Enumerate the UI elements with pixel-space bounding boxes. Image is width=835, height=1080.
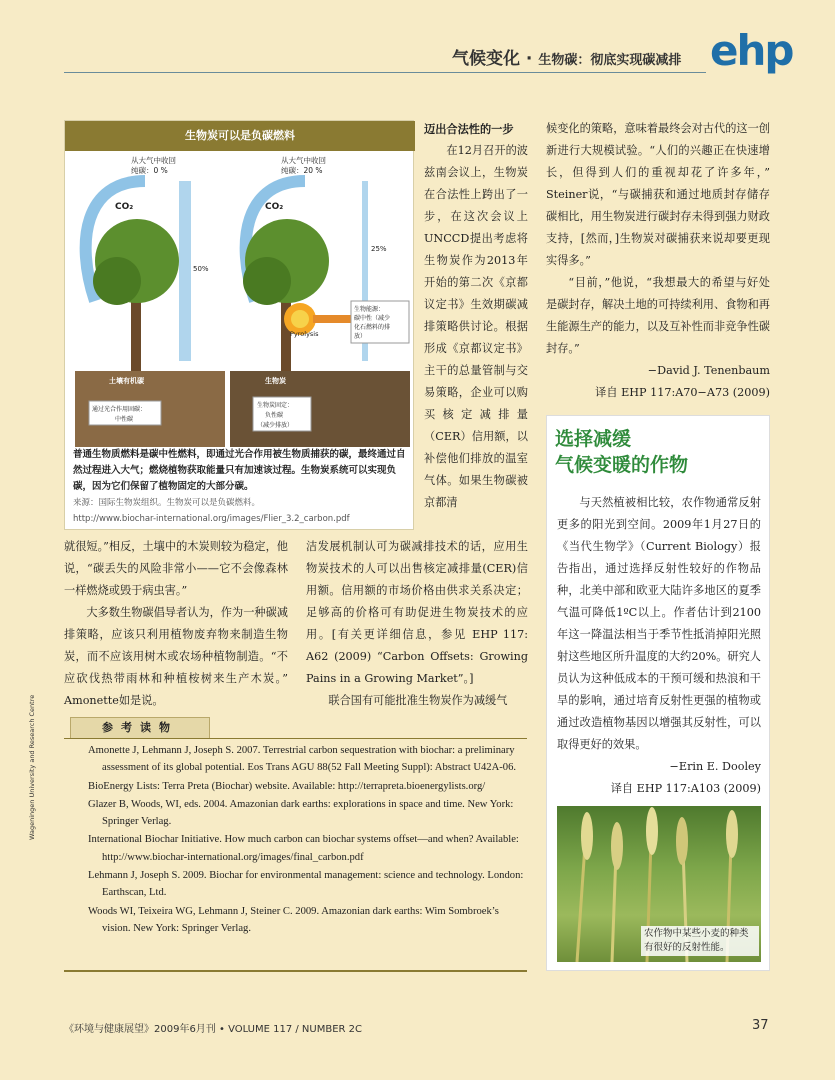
bottom-right-box-line-1: 生物炭固定： [257, 402, 294, 409]
energy-box-line-3: 化石燃料的排 [354, 324, 391, 331]
section-title: 气候变化 [452, 49, 520, 69]
references-list [88, 742, 528, 938]
left-top-label-2: 纯碳：0 % [131, 166, 168, 175]
wheat-photo-caption: 农作物中某些小麦的种类有很好的反射性能。 [641, 926, 759, 956]
reference-item: BioEnergy Lists: Terra Preta (Biochar) website. Available: http://terrapreta.bioenergylists.org/ [88, 780, 486, 792]
references-header: 参考读物 [70, 717, 210, 739]
col3-translation: 译自 EHP 117:A70−A73 (2009) [595, 386, 770, 399]
energy-box-line-4: 放） [354, 333, 367, 340]
pyrolysis-core [291, 310, 309, 328]
right-top-label-1: 从大气中收回 [281, 156, 326, 165]
bottom-left-paragraph-1: 就很短。”相反，土壤中的木炭则较为稳定，他说，“碳丢失的风险非常小——它不会像森林一样燃烧或毁于病虫害。” [64, 540, 288, 597]
section-subtitle: 生物碳：彻底实现碳减排 [538, 53, 682, 68]
bottom-mid-paragraph-2: 联合国有可能批准生物炭作为减缓气 [328, 694, 508, 707]
tree-crown-left-2 [93, 257, 141, 305]
sidebar-title [555, 426, 688, 478]
bottom-mid-paragraph-1: 洁发展机制认可为碳减排技术的话，应用生物炭技术的人可以出售核定减排量(CER)信用额。信用额的市场价格由供求关系决定；足够高的价格可有助促进生物炭技术的应用。[有关更详细信息，参见 EHP 117: A62 (2009) “Carbon Offsets: Growing Pains in a Growing Market”。] [306, 540, 528, 685]
figure-source: 来源：国际生物炭组织。生物炭可以是负碳燃料。 [73, 498, 261, 508]
reference-item: Amonette J, Lehmann J, Joseph S. 2007. Terrestrial carbon sequestration with biochar: a preliminary assessment of its global potential. Eos Trans AGU 88(52 Fall Meeting Suppl): Abstract U42A-06. [88, 745, 517, 774]
bottom-left-text [64, 536, 288, 712]
figure-caption-text: 普通生物质燃料是碳中性燃料，即通过光合作用被生物质捕获的碳，最终通过自然过程进入大气；燃烧植物获取能量只有加速该过程。生物炭系统可以实现负碳，因为它们保留了植物固定的大部分碳。 [73, 449, 406, 492]
sidebar-paragraph: 与天然植被相比较，农作物通常反射更多的阳光到空间。2009年1月27日的《当代生物学》（Current Biology）报告指出，通过选择反射性较好的作物品种，北美中部和欧亚大陆许多地区的夏季气温可降低1ºC以上。作者估计到2100年这一降温法相当于季节性抵消掉阳光照射这些地区所升温度的大约20%。研究人员认为这种低成本的干预可缓和热浪和干旱的影响，通过培育反射性更强的植物或通过改造植物基因以增强其反射性，可以取得更好的效果。 [557, 496, 761, 751]
references-rule-top [64, 738, 527, 739]
soil-left-label: 土壤有机碳 [109, 377, 144, 385]
reference-item: Glazer B, Woods, WI, eds. 2004. Amazonian dark earths: explorations in space and time. New York: Springer Verlag. [88, 798, 514, 828]
left-top-label-1: 从大气中收回 [131, 156, 176, 165]
carbon-cycle-diagram [65, 151, 415, 447]
energy-box-line-2: 碳中性（减少 [354, 315, 391, 322]
bottom-right-box-line-3: （减少排放） [257, 422, 294, 429]
journal-footer: 《环境与健康展望》2009年6月刊 • VOLUME 117 / NUMBER 2C [64, 1024, 363, 1035]
col3-author: −David J. Tenenbaum [647, 364, 770, 377]
col3-paragraph-2: “目前，”他说，“我想最大的希望与好处是碳封存，解决土地的可持续利用、食物和再生能源生产的能力，以及互补性而非竞争性碳封存。” [546, 276, 770, 355]
col2-paragraph: 在12月召开的波兹南会议上，生物炭在合法性上跨出了一步，在这次会议上UNCCD提出考虑将生物炭作为2013年开始的第二次《京都议定书》生效期碳减排策略供讨论。根据形成《京都议定书》主干的总量管制与交易策略，企业可以购买核定减排量（CER）信用额，以补偿他们排放的温室气体。如果生物碳被京都清 [424, 144, 528, 509]
tree-crown-right-2 [243, 257, 291, 305]
page-number: 37 [752, 1018, 769, 1033]
energy-box-line-1: 生物能源： [354, 306, 385, 313]
pyrolysis-label: Pyrolysis [290, 330, 319, 338]
bottom-left-paragraph-2: 大多数生物碳倡导者认为，作为一种碳减排策略，应该只利用植物废弃物来制造生物炭，而不应该用树木或农场种植物制造。“不应砍伐热带雨林和种植桉树来生产木炭。” Amonette如是说。 [64, 606, 288, 707]
sidebar-title-line-2: 气候变暖的作物 [555, 454, 689, 476]
figure-url[interactable]: http://www.biochar-international.org/images/Flier_3.2_carbon.pdf [73, 514, 350, 524]
ehp-logo: ehp [710, 26, 793, 75]
references-rule-bottom [64, 970, 527, 972]
sidebar-title-line-1: 选择减缓 [555, 428, 632, 450]
figure-title: 生物炭可以是负碳燃料 [65, 121, 415, 151]
crop-sidebar [546, 415, 770, 971]
co2-label-left: CO₂ [115, 202, 134, 212]
reference-item: Woods WI, Teixeira WG, Lehmann J, Steiner C. 2009. Amazonian dark earths: Wim Sombroek’s vision. New York: Springer Verlag. [88, 905, 499, 934]
section-header [452, 44, 681, 69]
reference-item: International Biochar Initiative. How much carbon can biochar systems offset—and when? Available: http://www.biochar-international.org/images/final_carbon.pdf [88, 834, 519, 863]
biochar-figure [64, 120, 414, 530]
wheat-photo [557, 806, 761, 962]
section-dot: · [525, 49, 533, 69]
co2-label-right: CO₂ [265, 202, 284, 212]
col3-text [546, 118, 770, 404]
sidebar-author: −Erin E. Dooley [669, 760, 761, 773]
bottom-left-box-line-2: 中性碳 [115, 416, 134, 423]
figure-caption [73, 447, 409, 527]
col3-paragraph-1: 候变化的策略，意味着最终会对古代的这一创新进行大规模试验。“人们的兴趣正在快速增长，但得到人们的重视却花了许多年，” Steiner说，“与碳捕获和通过地质封存储存碳相比，用生物炭进行碳封存未得到强力财政支持，[然而，]生物炭对碳捕获来说却要更现实得多。” [546, 122, 770, 267]
pct25-label: 25% [371, 245, 387, 253]
col2-heading: 迈出合法性的一步 [424, 122, 514, 136]
sidebar-body [557, 492, 761, 800]
reference-item: Lehmann J, Joseph S. 2009. Biochar for environmental management: science and technology. London: Earthscan, Ltd. [88, 870, 524, 899]
bottom-right-box-line-2: 负性碳 [265, 412, 284, 419]
tree-trunk-left [131, 291, 141, 371]
bottom-left-box-line-1: 通过光合作用固碳： [92, 406, 147, 413]
right-top-label-2: 纯碳：20 % [281, 166, 323, 175]
energy-arrow [313, 315, 353, 323]
bottom-mid-text [306, 536, 528, 712]
photo-credit: Wageningen University and Research Centre [28, 694, 36, 840]
resp-left-label: 50% [193, 265, 209, 273]
header-rule [64, 72, 706, 73]
col2-text [424, 118, 528, 514]
soil-right-label: 生物炭 [265, 377, 286, 385]
sidebar-translation: 译自 EHP 117:A103 (2009) [610, 782, 761, 795]
